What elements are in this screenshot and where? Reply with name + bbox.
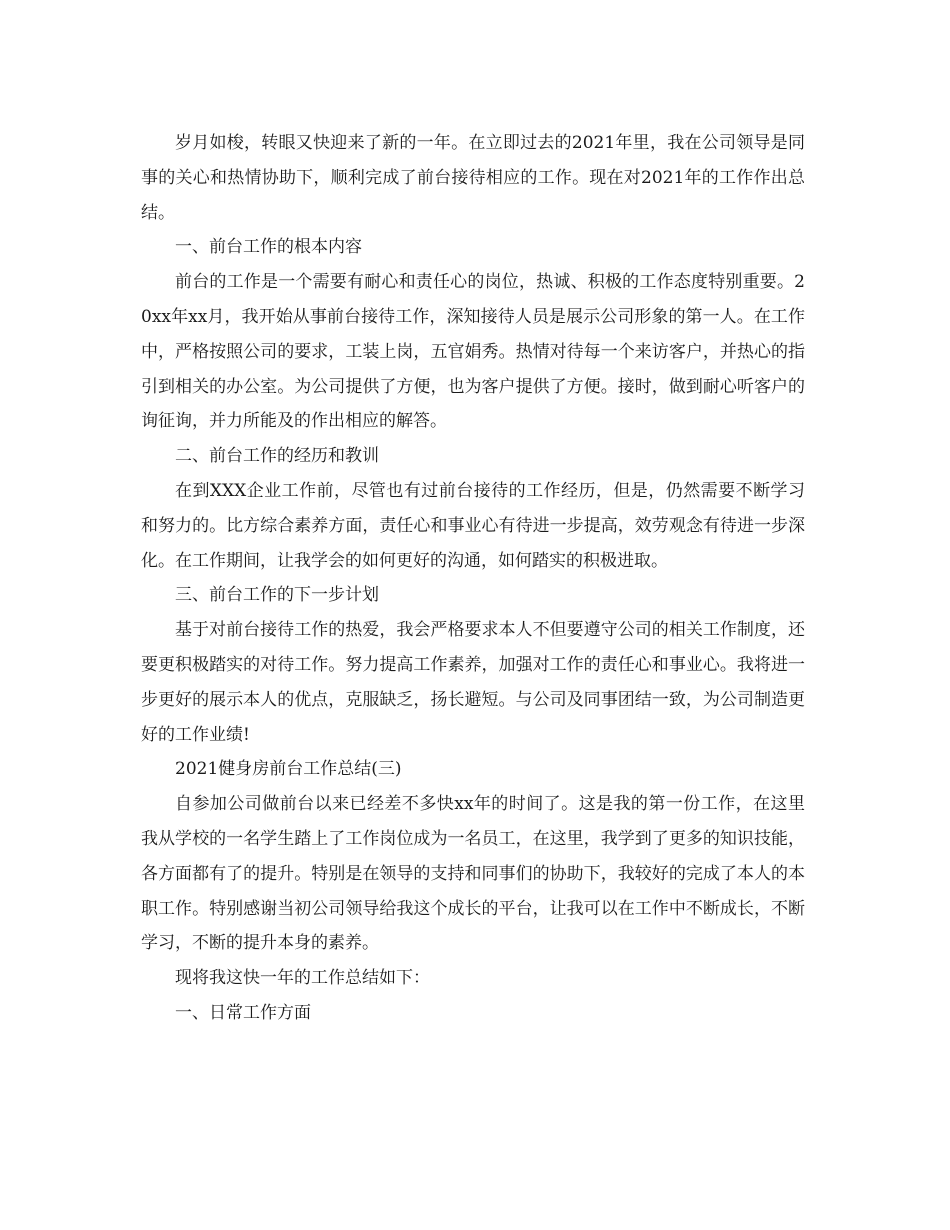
paragraph-intro: 岁月如梭，转眼又快迎来了新的一年。在立即过去的2021年里，我在公司领导是同事的关心和热情协助下，顺利完成了前台接待相应的工作。现在对2021年的工作作出总结。 [141,133,805,223]
section-heading-next-plan: 三、前台工作的下一步计划 [175,585,379,606]
paragraph-summary-three: 自参加公司做前台以来已经差不多快xx年的时间了。这是我的第一份工作，在这里我从学校的一名学生踏上了工作岗位成为一名员工，在这里，我学到了更多的知识技能，各方面都有了的提升。特别是在领导的支持和同事们的协助下，我较好的完成了本人的本职工作。特别感谢当初公司领导给我这个成长的平台，让我可以在工作中不断成长，不断学习，不断的提升本身的素养。 [141,794,805,954]
paragraph-summary-lead: 现将我这快一年的工作总结如下： [175,968,430,989]
section-heading-daily-work: 一、日常工作方面 [175,1002,311,1023]
paragraph-next-plan: 基于对前台接待工作的热爱，我会严格要求本人不但要遵守公司的相关工作制度，还要更积极踏实的对待工作。努力提高工作素养，加强对工作的责任心和事业心。我将进一步更好的展示本人的优点，克服缺乏，扬长避短。与公司及同事团结一致，为公司制造更好的工作业绩! [141,620,805,745]
paragraph-basic-content: 前台的工作是一个需要有耐心和责任心的岗位，热诚、积极的工作态度特别重要。20xx年xx月，我开始从事前台接待工作，深知接待人员是展示公司形象的第一人。在工作中，严格按照公司的要求，工装上岗，五官娟秀。热情对待每一个来访客户，并热心的指引到相关的办公室。为公司提供了方便，也为客户提供了方便。接时，做到耐心听客户的询征询，并力所能及的作出相应的解答。 [141,272,805,432]
section-heading-basic-content: 一、前台工作的根本内容 [175,237,362,258]
paragraph-experience: 在到XXX企业工作前，尽管也有过前台接待的工作经历，但是，仍然需要不断学习和努力的。比方综合素养方面，责任心和事业心有待进一步提高，效劳观念有待进一步深化。在工作期间，让我学会的如何更好的沟通，如何踏实的积极进取。 [141,480,805,571]
document-body [141,126,805,1031]
section-heading-experience: 二、前台工作的经历和教训 [175,446,379,467]
section-heading-summary-three: 2021健身房前台工作总结(三) [175,759,402,780]
